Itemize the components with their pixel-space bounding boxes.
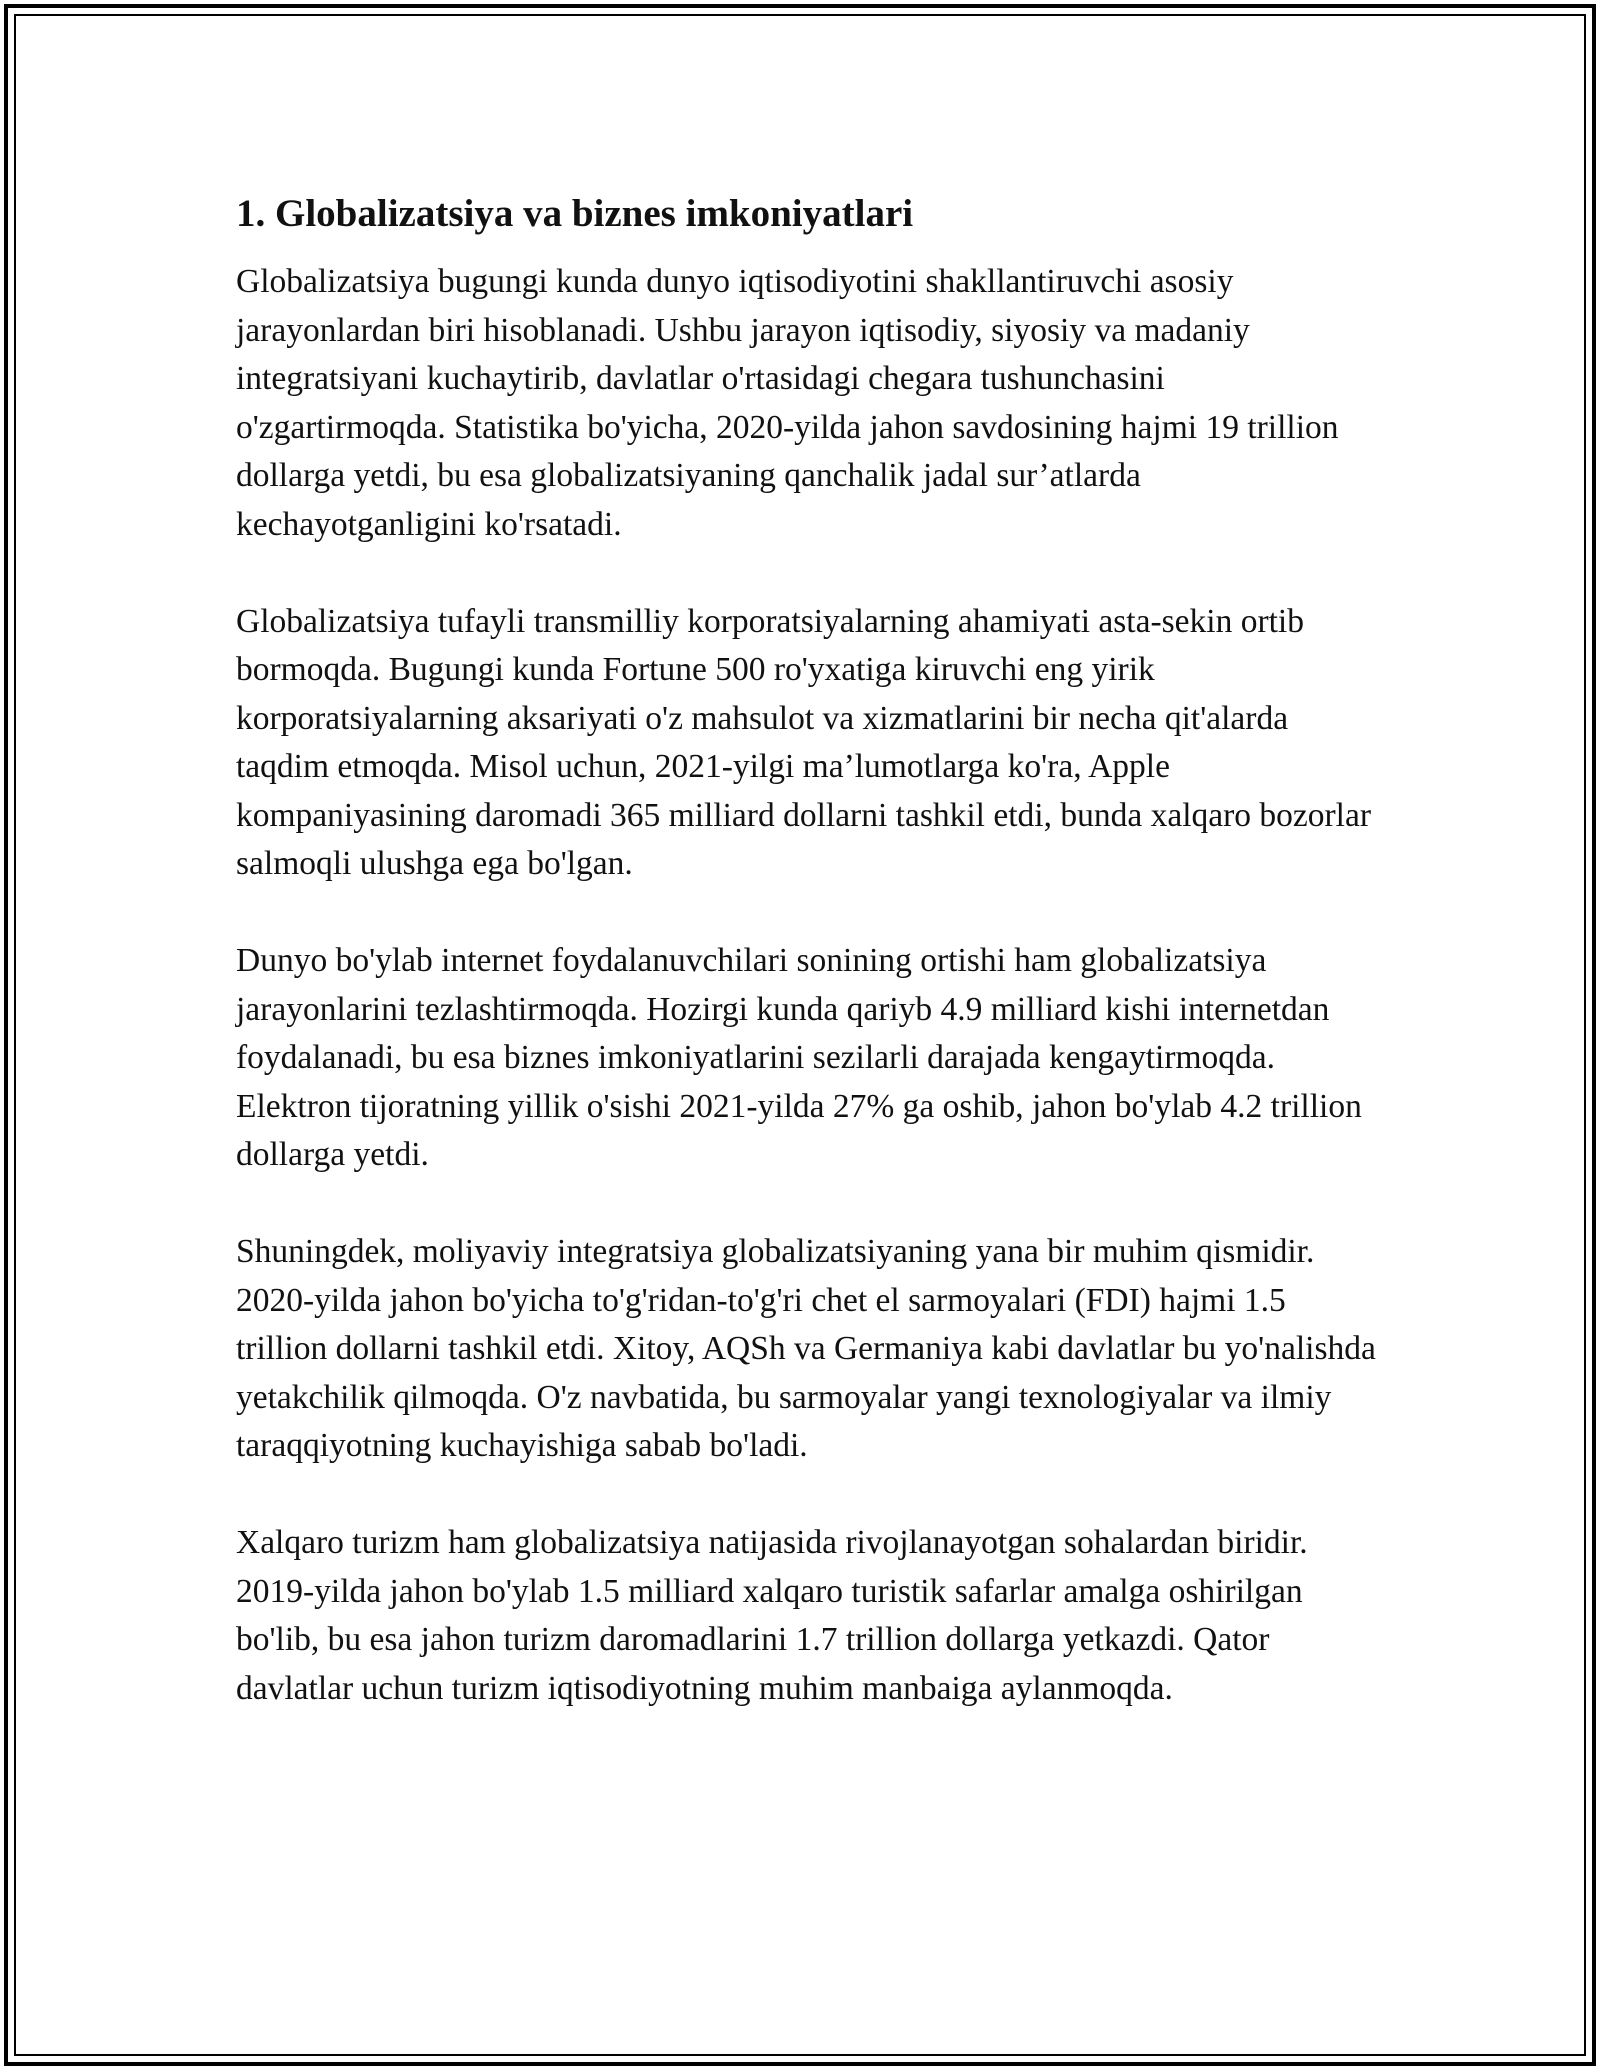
paragraph-transnational-corporations: Globalizatsiya tufayli transmilliy korporatsiyalarning ahamiyati asta-sekin ortib bormoqda. Bugungi kunda Fortune 500 ro'yxatiga kiruvchi eng yirik korporatsiyalarning aksariyati o'z mahsulot va xizmatlarini bir necha qit'alarda taqdim etmoqda. Misol uchun, 2021-yilgi ma’lumotlarga ko'ra, Apple kompaniyasining daromadi 365 milliard dollarni tashkil etdi, bunda xalqaro bozorlar salmoqli ulushga ega bo'lgan. xyxy=(236,602,1372,882)
section-heading: 1. Globalizatsiya va biznes imkoniyatlari xyxy=(236,192,914,235)
paragraph-internet-users: Dunyo bo'ylab internet foydalanuvchilari sonining ortishi ham globalizatsiya jarayonlarini tezlashtirmoqda. Hozirgi kunda qariyb 4.9 milliard kishi internetdan foydalanadi, bu esa biznes imkoniyatlarini sezilarli darajada kengaytirmoqda. Elektron tijoratning yillik o'sishi 2021-yilda 27% ga oshib, jahon bo'ylab 4.2 trillion dollarga yetdi. xyxy=(236,942,1362,1173)
paragraph-globalization-intro: Globalizatsiya bugungi kunda dunyo iqtisodiyotini shakllantiruvchi asosiy jarayonlardan biri hisoblanadi. Ushbu jarayon iqtisodiy, siyosiy va madaniy integratsiyani kuchaytirib, davlatlar o'rtasidagi chegara tushunchasini o'zgartirmoqda. Statistika bo'yicha, 2020-yilda jahon savdosining hajmi 19 trillion dollarga yetdi, bu esa globalizatsiyaning qanchalik jadal sur’atlarda kechayotganligini ko'rsatadi. xyxy=(236,263,1339,543)
paragraph-international-tourism: Xalqaro turizm ham globalizatsiya natijasida rivojlanayotgan sohalardan biridir. 2019-yilda jahon bo'ylab 1.5 milliard xalqaro turistik safarlar amalga oshirilgan bo'lib, bu esa jahon turizm daromadlarini 1.7 trillion dollarga yetkazdi. Qator davlatlar uchun turizm iqtisodiyotning muhim manbaiga aylanmoqda. xyxy=(236,1524,1308,1707)
paragraph-financial-integration: Shuningdek, moliyaviy integratsiya globalizatsiyaning yana bir muhim qismidir. 2020-yilda jahon bo'yicha to'g'ridan-to'g'ri chet el sarmoyalari (FDI) hajmi 1.5 trillion dollarni tashkil etdi. Xitoy, AQSh va Germaniya kabi davlatlar bu yo'nalishda yetakchilik qilmoqda. O'z navbatida, bu sarmoyalar yangi texnologiyalar va ilmiy taraqqiyotning kuchayishiga sabab bo'ladi. xyxy=(236,1233,1376,1464)
document-body xyxy=(236,190,1376,1762)
